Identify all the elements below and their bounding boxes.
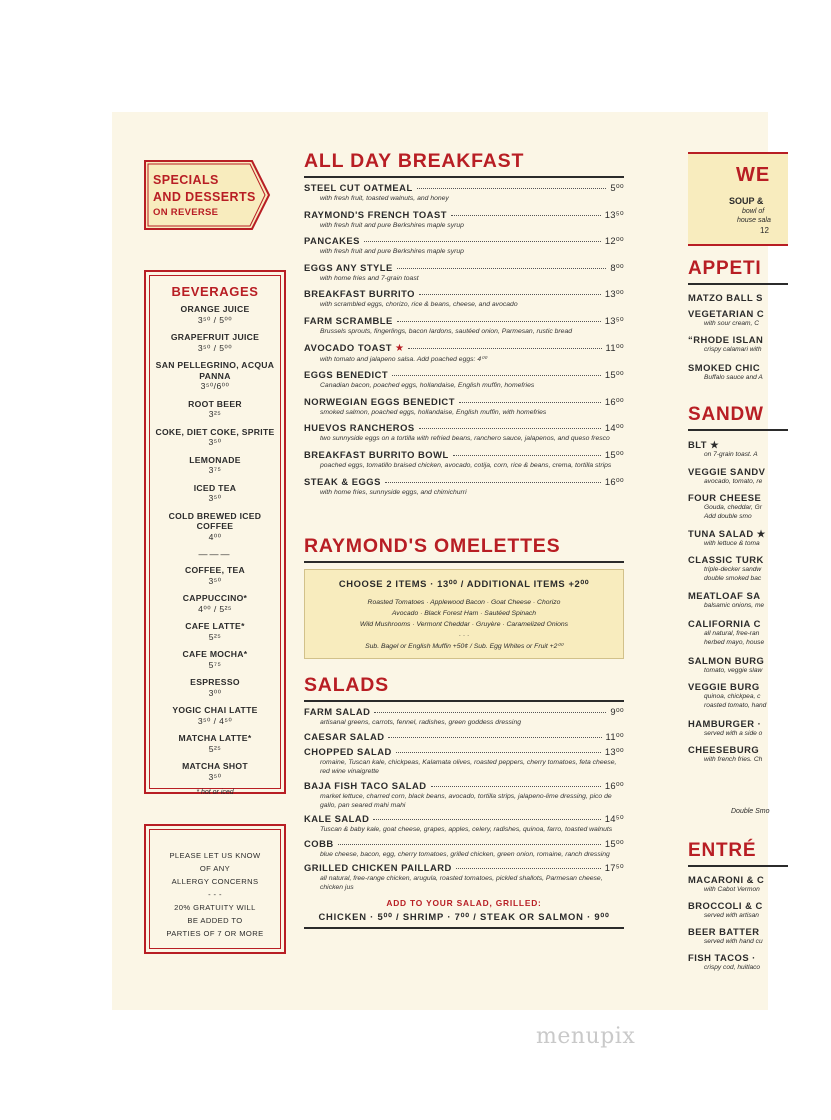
omelettes-title: RAYMOND'S OMELETTES [304, 535, 624, 563]
beverage-name: YOGIC CHAI LATTE [172, 705, 258, 715]
right-item-name: SMOKED CHIC [688, 362, 761, 373]
menu-item-price: 15⁰⁰ [604, 448, 624, 460]
right-item-description: all natural, free-ran [704, 630, 760, 637]
right-item-description: balsamic onions, me [704, 602, 765, 609]
beverage-item [150, 360, 280, 392]
right-item-description: Add double smo [704, 512, 752, 520]
right-menu-item [688, 681, 788, 710]
weekly-line: SOUP & [729, 196, 764, 206]
menu-item-name: AVOCADO TOAST [304, 341, 392, 353]
salads-section [304, 674, 624, 929]
menu-item-description: blue cheese, bacon, egg, cherry tomatoes, grilled chicken, green onion, romaine, ranch dressing [320, 850, 610, 858]
right-item-description: with french fries. Ch [704, 756, 763, 763]
menu-item-row [304, 342, 624, 355]
right-item-description: crispy cod, huitlaco [704, 964, 761, 971]
menu-item-name: COBB [304, 837, 334, 849]
allergy-line: PLEASE LET US KNOW [169, 851, 261, 860]
beverage-name: CAPPUCCINO* [182, 593, 248, 603]
menu-item [304, 369, 624, 390]
menu-item [304, 813, 624, 834]
menu-item-price: 5⁰⁰ [610, 182, 624, 193]
beverage-item [150, 483, 280, 504]
omelette-line: · · · [458, 632, 470, 639]
dot-leader [419, 428, 601, 429]
beverage-item [150, 621, 280, 642]
right-item-description: with sour cream, C [704, 320, 759, 327]
menu-item-name: CHOPPED SALAD [304, 746, 392, 757]
beverage-price: 3⁰⁰ [208, 687, 222, 698]
right-item-description: roasted tomato, hand [704, 701, 767, 709]
menu-item-description: romaine, Tuscan kale, chickpeas, Kalamata olives, roasted peppers, cherry tomatoes, feta cheese, red wine vinaigrette [320, 759, 617, 775]
right-item-description: tomato, veggie slaw [704, 667, 763, 674]
menu-item-description: with tomato and jalapeno salsa. Add poached eggs: 4⁰⁰ [320, 355, 487, 363]
right-item-name: MACARONI & C [688, 874, 765, 885]
menu-item-row [304, 369, 624, 381]
menu-item [304, 235, 624, 256]
breakfast-title: ALL DAY BREAKFAST [304, 150, 624, 178]
beverage-name: ROOT BEER [188, 398, 242, 409]
menu-item [304, 342, 624, 364]
beverage-item [150, 399, 280, 420]
allergy-line: - - - [208, 890, 222, 899]
menu-item-row [304, 476, 624, 488]
beverage-name: SAN PELLEGRINO, ACQUA PANNA [155, 360, 275, 381]
omelette-line: Avocado · Black Forest Ham · Sautéed Spinach [391, 610, 537, 617]
beverage-price: 3⁵⁰ [208, 771, 222, 782]
beverage-price: 4⁰⁰ [208, 531, 222, 542]
right-menu-item [688, 308, 788, 329]
dot-leader [392, 375, 601, 376]
beverage-price: 5²⁵ [208, 631, 222, 642]
menu-item [304, 476, 624, 497]
menu-item-description: artisanal greens, carrots, fennel, radishes, green goddess dressing [320, 719, 521, 726]
appetizers-title: APPETI [688, 258, 788, 285]
right-item-description: on 7-grain toast. A [704, 451, 758, 458]
menu-item-name: GRILLED CHICKEN PAILLARD [304, 862, 452, 873]
breakfast-section [304, 150, 624, 502]
menu-item-description: two sunnyside eggs on a tortilla with refried beans, ranchero sauce, jalapenos, and queso fresco [320, 435, 610, 443]
right-menu-item [688, 334, 788, 355]
menu-item-price: 13⁵⁰ [604, 208, 624, 220]
weekly-line: 12 [760, 226, 769, 235]
addon-title: ADD TO YOUR SALAD, GRILLED: [386, 898, 542, 908]
menu-item-price: 14⁰⁰ [604, 422, 624, 434]
right-menu-item [688, 292, 788, 304]
menu-item-row [304, 396, 624, 408]
menu-item [304, 731, 624, 743]
right-menu-item [688, 554, 788, 583]
beverages-box [144, 270, 286, 794]
menu-item-description: with home fries, sunnyside eggs, and chimichurri [320, 488, 467, 496]
menu-item-name: EGGS ANY STYLE [304, 261, 393, 273]
menu-item [304, 780, 624, 810]
menu-item-row [304, 838, 624, 850]
beverage-name: GRAPEFRUIT JUICE [170, 332, 260, 342]
beverage-item [150, 304, 280, 325]
dot-leader [373, 819, 600, 820]
menu-item-price: 13⁰⁰ [604, 288, 624, 300]
menu-item-price: 16⁰⁰ [604, 779, 624, 791]
menu-item-price: 15⁰⁰ [604, 369, 624, 381]
allergy-line: PARTIES OF 7 OR MORE [166, 929, 264, 938]
right-item-description: crispy calamari with [704, 346, 762, 353]
menu-item-description: smoked salmon, poached eggs, hollandaise, English muffin, with homefries [320, 408, 547, 416]
menu-item [304, 706, 624, 727]
beverage-price: 3²⁵ [208, 409, 222, 419]
beverage-price: 3⁵⁰ / 5⁰⁰ [197, 342, 233, 353]
right-item-description: Buffalo sauce and A [704, 374, 763, 381]
right-item-name: VEGETARIAN C [688, 308, 765, 319]
menu-item-description: with scrambled eggs, chorizo, rice & beans, cheese, and avocado [320, 301, 518, 309]
menu-item-row [304, 209, 624, 221]
right-menu-item [688, 528, 788, 549]
salads-title: SALADS [304, 674, 624, 702]
dot-leader [397, 268, 607, 269]
menu-item [304, 838, 624, 859]
right-item-name: FISH TACOS · [688, 952, 756, 963]
right-item-name: BEER BATTER [688, 926, 760, 937]
right-item-name: MATZO BALL S [688, 292, 763, 303]
right-item-description: Gouda, cheddar, Gr [704, 504, 762, 511]
menu-item-row [304, 262, 624, 274]
right-item-name: VEGGIE SANDV [688, 466, 766, 477]
menu-item-price: 12⁰⁰ [604, 235, 624, 247]
menu-item-row [304, 182, 624, 194]
dot-leader [417, 188, 607, 189]
beverage-price: 3⁵⁰ [208, 493, 222, 503]
menu-item-name: STEAK & EGGS [304, 475, 381, 487]
right-item-name: BLT ★ [688, 439, 720, 450]
menu-item-row [304, 315, 624, 327]
menu-item [304, 288, 624, 309]
right-item-name: FOUR CHEESE [688, 492, 762, 503]
allergy-notice [144, 824, 286, 954]
right-menu-item [688, 362, 788, 383]
right-menu-item [688, 618, 788, 647]
beverage-name: LEMONADE [189, 454, 241, 465]
right-item-description: double smoked bac [704, 574, 762, 582]
beverage-price: 3⁵⁰/6⁰⁰ [200, 381, 230, 391]
menu-item-row [304, 235, 624, 247]
menu-item-price: 15⁰⁰ [604, 837, 624, 849]
menu-item-price: 17⁵⁰ [604, 862, 624, 873]
menu-item-row [304, 288, 624, 300]
menu-item-price: 14⁵⁰ [604, 813, 624, 824]
right-menu-item [688, 492, 788, 521]
menu-item [304, 182, 624, 203]
beverage-name: CAFE LATTE* [185, 621, 245, 631]
beverage-item [150, 427, 280, 448]
beverage-name: MATCHA LATTE* [178, 733, 252, 743]
menu-item-price: 16⁰⁰ [604, 395, 624, 407]
beverage-name: COLD BREWED ICED COFFEE [168, 510, 262, 531]
menu-item-description: with fresh fruit and pure Berkshires maple syrup [320, 221, 464, 229]
right-item-name: HAMBURGER · [688, 718, 762, 729]
weekly-title: WE [736, 164, 771, 186]
omelette-line: Roasted Tomatoes · Applewood Bacon · Goat Cheese · Chorizo [367, 599, 561, 606]
beverage-price: 3⁵⁰ / 4⁵⁰ [197, 715, 233, 726]
double-note: Double Smo [731, 808, 770, 815]
omelette-line: Wild Mushrooms · Vermont Cheddar · Gruyère · Caramelized Onions [359, 621, 569, 628]
weekly-box [688, 152, 788, 246]
menu-item-name: BAJA FISH TACO SALAD [304, 779, 427, 791]
salad-addon [304, 898, 624, 929]
beverage-price: 3⁵⁰ [208, 437, 222, 447]
right-item-description: triple-decker sandw [704, 566, 762, 573]
dot-leader [338, 844, 601, 845]
right-item-name: BROCCOLI & C [688, 900, 763, 911]
right-menu-item [688, 900, 788, 921]
menu-item-name: EGGS BENEDICT [304, 369, 389, 381]
dot-leader [459, 402, 601, 403]
weekly-line: bowl of [742, 208, 765, 215]
menu-item-name: RAYMOND'S FRENCH TOAST [304, 208, 447, 220]
right-menu-item [688, 718, 788, 739]
omelette-options [304, 569, 624, 659]
menu-item [304, 449, 624, 470]
menu-item-row [304, 780, 624, 792]
beverage-price: 3⁵⁰ / 5⁰⁰ [197, 314, 233, 325]
beverages-title: BEVERAGES [171, 284, 259, 299]
beverage-item [150, 705, 280, 726]
menu-item-price: 9⁰⁰ [610, 706, 624, 717]
menu-item [304, 746, 624, 776]
dot-leader [396, 752, 601, 753]
entrees-title: ENTRÉ [688, 840, 788, 867]
omelette-line: Sub. Bagel or English Muffin +50¢ / Sub. Egg Whites or Fruit +2⁰⁰ [365, 643, 563, 650]
omelette-choose: CHOOSE 2 ITEMS · 13⁰⁰ / ADDITIONAL ITEMS +2⁰⁰ [338, 578, 590, 589]
right-item-description: with Cabot Vermon [704, 886, 760, 893]
menu-item-description: Brussels sprouts, fingerlings, bacon lardons, sautéed onion, Parmesan, rustic bread [320, 327, 572, 335]
menu-item-row [304, 746, 624, 758]
menu-item-name: CAESAR SALAD [304, 730, 385, 742]
beverage-price: 5²⁵ [208, 743, 222, 754]
beverage-price: 4⁰⁰ / 5²⁵ [198, 603, 232, 614]
right-item-name: CLASSIC TURK [688, 554, 764, 565]
dot-leader [419, 294, 601, 295]
right-menu-item [688, 439, 788, 460]
menu-item-description: poached eggs, tomatillo braised chicken, avocado, cotija, corn, rice & beans, crema, tortilla strips [320, 461, 612, 469]
right-item-name: TUNA SALAD ★ [688, 528, 766, 539]
dot-leader [397, 321, 601, 322]
beverage-price: 3⁷⁵ [208, 465, 222, 475]
beverage-item [150, 455, 280, 476]
menu-item-row [304, 706, 624, 718]
menu-item-name: BREAKFAST BURRITO BOWL [304, 448, 449, 460]
beverage-price: 5⁷⁵ [208, 659, 222, 670]
beverage-name: CAFE MOCHA* [182, 649, 248, 659]
beverage-name: MATCHA SHOT [182, 761, 248, 771]
menu-item [304, 396, 624, 417]
beverage-item [150, 677, 280, 698]
menu-item-name: BREAKFAST BURRITO [304, 288, 415, 300]
beverage-note: * hot or iced [196, 789, 234, 796]
right-menu-item [688, 952, 788, 973]
dot-leader [408, 348, 602, 349]
beverage-name: ICED TEA [193, 482, 237, 493]
right-menu-item [688, 466, 788, 487]
menu-item-description: with home fries and 7-grain toast [320, 274, 419, 282]
beverage-name: COFFEE, TEA [184, 565, 246, 575]
menu-item-name: NORWEGIAN EGGS BENEDICT [304, 395, 455, 407]
menu-item-description: Canadian bacon, poached eggs, hollandaise, English muffin, homefries [320, 382, 535, 390]
watermark-logo: menupix [536, 1024, 636, 1049]
menu-item [304, 209, 624, 230]
menu-item-name: KALE SALAD [304, 813, 370, 824]
right-menu-item [688, 655, 788, 676]
beverage-name: ORANGE JUICE [180, 304, 250, 314]
right-item-description: avocado, tomato, re [704, 478, 763, 485]
menu-item-price: 16⁰⁰ [604, 475, 624, 487]
menu-item-name: FARM SCRAMBLE [304, 314, 393, 326]
beverage-item [150, 511, 280, 543]
weekly-line: house sala [737, 217, 771, 224]
beverage-item [150, 332, 280, 353]
menu-item-description: market lettuce, charred corn, black beans, avocado, tortilla strips, jalapeno-lime dressing, pico de gallo, pan seared mahi mahi [320, 792, 612, 809]
beverage-name: ESPRESSO [190, 677, 240, 687]
star-icon: ★ [394, 342, 404, 354]
menu-item-row [304, 422, 624, 434]
allergy-line: BE ADDED TO [187, 916, 243, 925]
menu-item [304, 422, 624, 443]
dot-leader [388, 737, 601, 738]
right-item-name: SALMON BURG [688, 655, 765, 666]
menu-item-price: 11⁰⁰ [605, 730, 624, 742]
menu-item-price: 11⁰⁰ [605, 341, 624, 353]
right-item-description: served with a side o [704, 730, 763, 737]
dot-leader [374, 712, 606, 713]
addon-line: CHICKEN · 5⁰⁰ / SHRIMP · 7⁰⁰ / STEAK OR SALMON · 9⁰⁰ [304, 911, 624, 929]
menu-item-price: 13⁵⁰ [604, 314, 624, 326]
menu-item [304, 315, 624, 336]
right-item-name: CALIFORNIA C [688, 618, 761, 629]
menu-item [304, 862, 624, 892]
menu-item-row [304, 449, 624, 461]
right-menu-item [688, 926, 788, 947]
menu-item-description: with fresh fruit, toasted walnuts, and honey [320, 195, 449, 202]
menu-item-description: all natural, free-range chicken, arugula, roasted tomatoes, pickled shallots, Parmesan cheese, chicken jus [320, 875, 603, 891]
dot-leader [364, 241, 601, 242]
right-menu-item [688, 874, 788, 895]
dot-leader [451, 215, 601, 216]
beverage-item [150, 649, 280, 670]
menu-item-name: FARM SALAD [304, 706, 371, 717]
sandwiches-title: SANDW [688, 404, 788, 431]
beverage-price: 3⁵⁰ [208, 575, 222, 586]
right-item-description: herbed mayo, house [704, 638, 765, 646]
menu-item-row [304, 813, 624, 825]
beverage-separator: ——— [198, 549, 232, 559]
menu-item-description: Tuscan & baby kale, goat cheese, grapes, apples, celery, radishes, quinoa, farro, toasted walnuts [320, 826, 613, 833]
allergy-line: 20% GRATUITY WILL [174, 903, 256, 912]
menu-item-price: 13⁰⁰ [604, 746, 624, 757]
right-item-description: with lettuce & toma [704, 540, 760, 547]
right-item-description: quinoa, chickpea, c [704, 693, 761, 700]
specials-line3: ON REVERSE [153, 207, 219, 218]
right-menu-item [688, 744, 788, 765]
beverage-name: COKE, DIET COKE, SPRITE [155, 426, 275, 437]
menu-item [304, 262, 624, 283]
beverages-list [150, 304, 280, 796]
dot-leader [385, 482, 601, 483]
specials-line2: AND DESSERTS [153, 190, 256, 204]
beverage-item [150, 565, 280, 586]
menu-item-row [304, 862, 624, 874]
dot-leader [456, 868, 601, 869]
right-item-name: VEGGIE BURG [688, 681, 760, 692]
omelettes-section [304, 535, 624, 659]
menu-item-description: with fresh fruit and pure Berkshires maple syrup [320, 248, 464, 256]
specials-line1: SPECIALS [153, 173, 219, 187]
menu-item-row [304, 731, 624, 743]
menu-item-price: 8⁰⁰ [610, 261, 624, 273]
beverage-item [150, 593, 280, 614]
allergy-line: ALLERGY CONCERNS [171, 877, 259, 886]
beverage-item [150, 733, 280, 754]
allergy-line: OF ANY [199, 864, 231, 873]
dot-leader [453, 455, 601, 456]
menu-item-name: PANCAKES [304, 235, 360, 247]
right-menu-item [688, 590, 788, 611]
menu-item-name: HUEVOS RANCHEROS [304, 422, 415, 434]
right-item-description: served with artisan [704, 912, 759, 919]
right-item-name: CHEESEBURG [688, 744, 760, 755]
menu-item-name: STEEL CUT OATMEAL [304, 182, 413, 193]
right-item-name: MEATLOAF SA [688, 590, 761, 601]
right-item-description: served with hand cu [704, 938, 763, 945]
beverage-item [150, 761, 280, 782]
dot-leader [431, 786, 601, 787]
right-item-name: “RHODE ISLAN [688, 334, 764, 345]
specials-banner [144, 160, 270, 230]
